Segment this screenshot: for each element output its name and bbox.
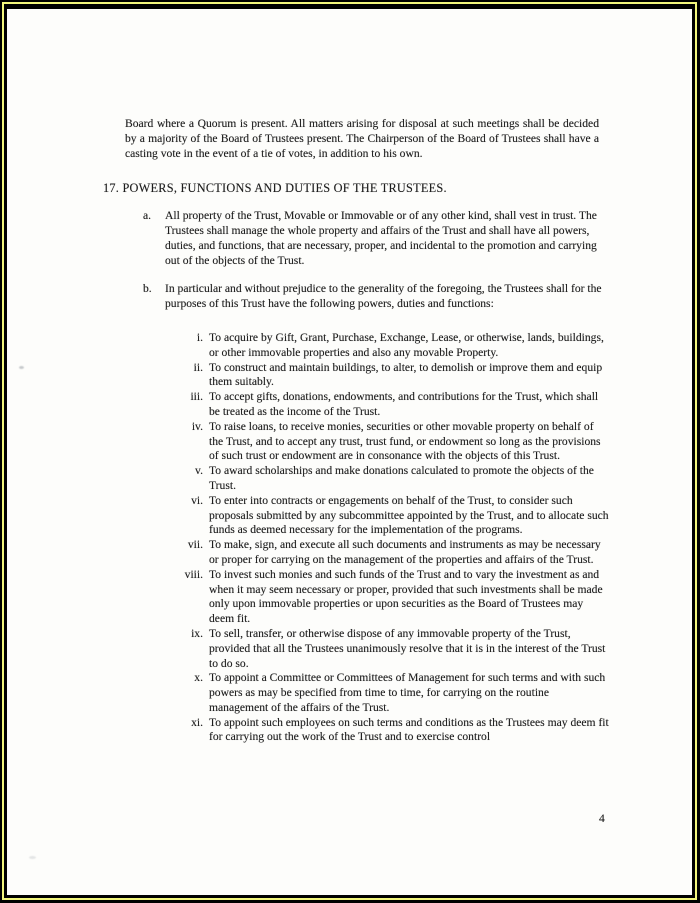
- power-label: v.: [195, 464, 203, 478]
- clause-label: b.: [143, 282, 152, 296]
- clause-text: In particular and without prejudice to the generality of the foregoing, the Trustees shall for the purposes of this Trust have the following powers, duties and functions:: [165, 282, 602, 311]
- clause-a: [103, 209, 619, 268]
- power-item-ix: [103, 627, 619, 671]
- page-content: [103, 117, 619, 745]
- power-label: viii.: [184, 567, 203, 581]
- power-item-vi: [103, 494, 619, 538]
- power-text: To sell, transfer, or otherwise dispose of any immovable property of the Trust, provided that all the Trustees unanimously resolve that it is in the interest of the Trust to do so.: [209, 626, 606, 670]
- power-label: vii.: [187, 538, 203, 552]
- power-item-i: [103, 331, 619, 361]
- powers-list: [103, 331, 619, 745]
- power-text: To award scholarships and make donations calculated to promote the objects of the Trust.: [209, 464, 594, 492]
- power-item-iii: [103, 390, 619, 420]
- power-text: To construct and maintain buildings, to alter, to demolish or improve them and equip them suitably.: [209, 360, 603, 389]
- power-item-iv: [103, 420, 619, 464]
- power-item-v: [103, 464, 619, 494]
- clause-text: All property of the Trust, Movable or Immovable or of any other kind, shall vest in trust. The Trustees shall manage the whole property and affairs of the Trust and shall have all powers, duties, and functions, that are necessary, proper, and incidental to the promotion and carrying out of the objects of the Trust.: [165, 209, 597, 267]
- power-label: x.: [194, 671, 203, 685]
- power-label: i.: [196, 330, 203, 344]
- power-text: To make, sign, and execute all such documents and instruments as may be necessary or proper for carrying on the management of the properties and affairs of the Trust.: [209, 538, 601, 566]
- document-page: [7, 9, 692, 895]
- scan-speck: [29, 856, 36, 859]
- page-number: 4: [599, 812, 605, 825]
- intro-paragraph: Board where a Quorum is present. All matters arising for disposal at such meetings shall be decided by a majority of the Board of Trustees present. The Chairperson of the Board of Trustees shall have a casting vote in the event of a tie of votes, in addition to his own.: [125, 117, 599, 160]
- power-text: To invest such monies and such funds of the Trust and to vary the investment as and when it may seem necessary or proper, provided that such investments shall be made only upon immovable properties or upon securities as the Board of Trustees may deem fit.: [209, 567, 603, 626]
- power-text: To appoint a Committee or Committees of Management for such terms and with such powers as may be specified from time to time, for carrying on the routine management of the affairs of the Trust.: [209, 671, 606, 714]
- power-text: To raise loans, to receive monies, securities or other movable property on behalf of the Trust, and to accept any trust, trust fund, or endowment so long as the provisions of such trust or endowment are in consonance with the objects of this Trust.: [209, 419, 601, 463]
- power-label: ii.: [193, 360, 203, 374]
- scan-speck: [19, 366, 24, 369]
- clause-b: [103, 282, 619, 312]
- power-label: vi.: [191, 493, 203, 507]
- power-item-x: [103, 671, 619, 715]
- power-text: To accept gifts, donations, endowments, and contributions for the Trust, which shall be treated as the income of the Trust.: [209, 390, 599, 418]
- power-label: iv.: [191, 419, 203, 433]
- power-item-ii: [103, 361, 619, 391]
- clause-label: a.: [143, 209, 152, 223]
- power-label: xi.: [191, 715, 203, 729]
- scan-frame-inner: [4, 4, 695, 898]
- power-text: To acquire by Gift, Grant, Purchase, Exchange, Lease, or otherwise, lands, buildings, or other immovable properties and also any movable Property.: [209, 330, 604, 359]
- power-text: To appoint such employees on such terms and conditions as the Trustees may deem fit for carrying out the work of the Trust and to exercise control: [209, 715, 609, 744]
- power-label: ix.: [191, 626, 203, 640]
- power-text: To enter into contracts or engagements on behalf of the Trust, to consider such proposals submitted by any subcommittee appointed by the Trust, and to allocate such funds as deemed necessary for the implementation of the programs.: [209, 493, 609, 537]
- power-label: iii.: [190, 390, 203, 404]
- power-item-xi: [103, 716, 619, 746]
- power-item-viii: [103, 568, 619, 627]
- power-item-vii: [103, 538, 619, 568]
- section-heading: 17. POWERS, FUNCTIONS AND DUTIES OF THE TRUSTEES.: [103, 181, 447, 196]
- frame-pinstripe: [2, 2, 697, 900]
